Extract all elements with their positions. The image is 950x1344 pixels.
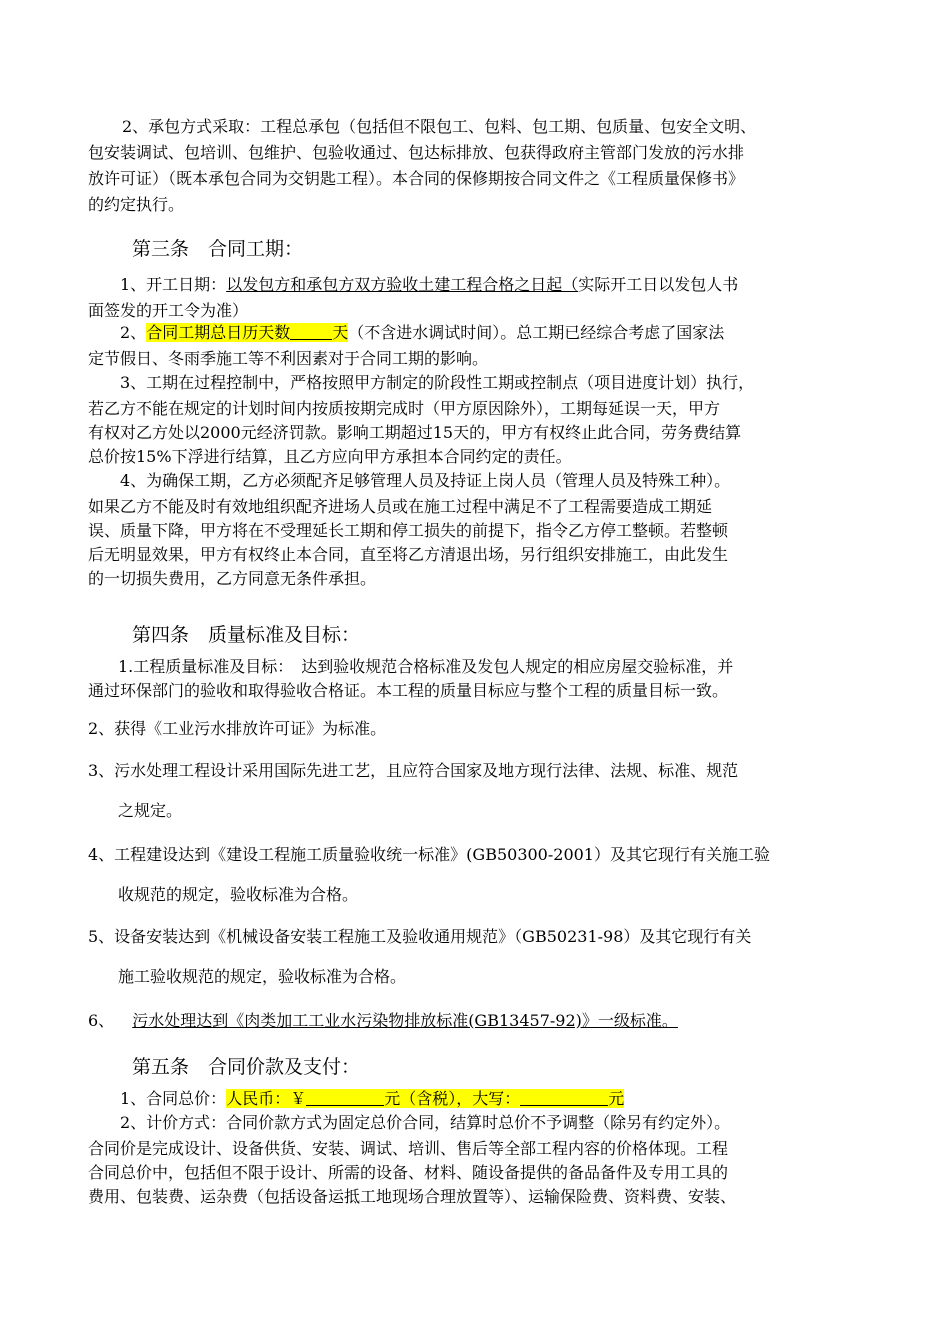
art5-p2-line-3: 合同总价中，包括但不限于设计、所需的设备、材料、随设备提供的备品备件及专用工具的 [88,1163,729,1182]
article-3-heading: 第三条 合同工期： [132,238,304,260]
price-yuan-label: 元 [608,1089,625,1108]
art3-p1-prefix: 1、开工日期： [120,275,227,294]
duration-highlight [146,323,348,342]
price-amount-blank [306,1088,384,1106]
discharge-standard-clause: 污水处理达到《肉类加工工业水污染物排放标准(GB13457-92)》一级标准。 [132,1011,678,1030]
art3-p1-line-2: 面签发的开工令为准） [88,301,249,320]
art3-p4-line-1: 4、为确保工期，乙方必须配齐足够管理人员及持证上岗人员（管理人员及特殊工种）。 [120,471,731,490]
art3-p3-line-3: 有权对乙方处以2000元经济罚款。影响工期超过15天的，甲方有权终止此合同，劳务费结算 [88,423,742,442]
art4-p6 [88,1008,878,1034]
art3-p2-line-2: 定节假日、冬雨季施工等不利因素对于合同工期的影响。 [88,349,489,368]
art4-p3-line-1: 3、污水处理工程设计采用国际先进工艺，且应符合国家及地方现行法律、法规、标准、规范 [88,761,739,780]
art3-p4-line-4: 后无明显效果，甲方有权终止本合同，直至将乙方清退出场，另行组织安排施工，由此发生 [88,545,729,564]
art2-line-2: 包安装调试、包培训、包维护、包验收通过、包达标排放、包获得政府主管部门发放的污水排 [88,143,745,162]
art4-p1-line-1: 1.工程质量标准及目标： 达到验收规范合格标准及发包人规定的相应房屋交验标准，并 [118,657,734,676]
art4-p5-line-2: 施工验收规范的规定，验收标准为合格。 [118,967,407,986]
art3-p4-line-3: 误、质量下降，甲方将在不受理延长工期和停工损失的前提下，指令乙方停工整顿。若整顿 [88,521,729,540]
art2-line-3: 放许可证）（既本承包合同为交钥匙工程）。本合同的保修期按合同文件之《工程质量保修书》 [88,169,745,188]
art5-p2-line-2: 合同价是完成设计、设备供货、安装、调试、培训、售后等全部工程内容的价格体现。工程 [88,1139,729,1158]
art3-p1-rest: 实际开工日以发包人书 [578,275,739,294]
duration-day-unit: 天 [332,323,349,342]
duration-label: 合同工期总日历天数 [146,323,291,342]
art4-p1-line-2: 通过环保部门的验收和取得验收合格证。本工程的质量目标应与整个工程的质量目标一致。 [88,681,729,700]
art3-p2-rest: （不含进水调试时间）。总工期已经综合考虑了国家法 [348,323,725,342]
art4-p3-line-2: 之规定。 [118,801,183,820]
article-4-heading: 第四条 质量标准及目标： [132,624,361,646]
art3-p2-line-1 [120,320,878,346]
art4-p2: 2、获得《工业污水排放许可证》为标准。 [88,719,387,738]
art2-line-1: 2、承包方式采取：工程总承包（包括但不限包工、包料、包工期、包质量、包安全文明、 [122,117,757,136]
art3-p3-line-4: 总价按15%下浮进行结算，且乙方应向甲方承担本合同约定的责任。 [88,447,572,466]
art4-p5-line-1: 5、设备安装达到《机械设备安装工程施工及验收通用规范》（GB50231-98）及其它现行有关 [88,927,752,946]
art4-p6-prefix: 6、 [88,1011,115,1030]
art5-p2-line-1: 2、计价方式：合同价款方式为固定总价合同，结算时总价不予调整（除另有约定外）。 [120,1113,731,1132]
art3-p3-line-2: 若乙方不能在规定的计划时间内按质按期完成时（甲方原因除外），工期每延误一天，甲方 [88,399,721,418]
art5-p1-prefix: 1、合同总价： [120,1089,227,1108]
art2-line-4: 的约定执行。 [88,195,185,214]
article-5-heading: 第五条 合同价款及支付： [132,1056,361,1078]
art3-p4-line-5: 的一切损失费用，乙方同意无条件承担。 [88,569,377,588]
art3-p3-line-1: 3、工期在过程控制中，严格按照甲方制定的阶段性工期或控制点（项目进度计划）执行， [120,373,755,392]
rmb-label: 人民币：￥ [226,1089,307,1108]
duration-days-blank [290,322,332,340]
price-words-blank [520,1088,608,1106]
art5-p1 [120,1086,878,1112]
start-date-clause: 以发包方和承包方双方验收土建工程合格之日起（ [226,275,579,294]
art3-p2-prefix: 2、 [120,323,147,342]
contract-price-highlight [226,1089,624,1108]
art4-p4-line-2: 收规范的规定，验收标准为合格。 [118,885,359,904]
art3-p4-line-2: 如果乙方不能及时有效地组织配齐进场人员或在施工过程中满足不了工程需要造成工期延 [88,497,713,516]
art4-p4-line-1: 4、工程建设达到《建设工程施工质量验收统一标准》(GB50300-2001）及其它现行有关施工验 [88,845,770,864]
price-tax-label: 元（含税），大写： [384,1089,521,1108]
art3-p1-line-1 [120,272,878,298]
art5-p2-line-4: 费用、包装费、运杂费（包括设备运抵工地现场合理放置等）、运输保险费、资料费、安装、 [88,1187,737,1206]
